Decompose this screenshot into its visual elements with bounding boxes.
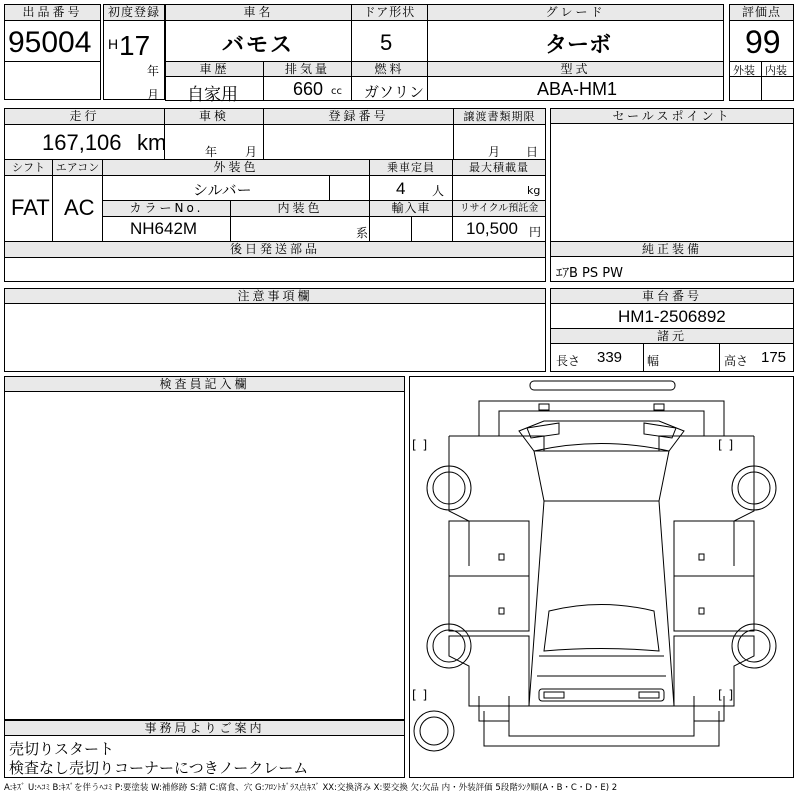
displacement-value: 660 <box>293 79 324 99</box>
width-label: 幅 <box>647 354 660 368</box>
lot-number-label: 出品番号 <box>5 5 100 21</box>
mileage-value: 167,106 <box>42 130 122 155</box>
caution-label: 注意事項欄 <box>5 289 545 304</box>
bracket-front-right: [ ] <box>718 438 735 452</box>
capacity-label: 乗車定員 <box>370 160 452 175</box>
recycle-unit: 円 <box>529 225 542 239</box>
ext-color-label: 外装色 <box>103 160 369 175</box>
mileage-label: 走行 <box>5 109 164 124</box>
chassis-value: HM1-2506892 <box>618 307 726 326</box>
displacement-unit: cc <box>331 86 342 97</box>
height-value: 175 <box>761 349 787 366</box>
score-label: 評価点 <box>730 5 793 21</box>
history-label: 車歴 <box>166 62 263 76</box>
year-unit: 年 <box>147 64 160 78</box>
door-value: 5 <box>380 30 393 55</box>
ext-color-value: シルバー <box>193 181 252 199</box>
height-label: 高さ <box>724 354 749 368</box>
grade-value: ターボ <box>545 33 612 58</box>
transfer-month-unit: 月 <box>488 145 501 159</box>
registration-label: 登録番号 <box>264 109 453 124</box>
recycle-label: リサイクル預託金 <box>453 201 545 216</box>
lot-number: 95004 <box>8 26 92 59</box>
interior-label: 内装 <box>765 64 787 77</box>
score-value: 99 <box>745 24 781 60</box>
displacement-label: 排気量 <box>264 62 351 76</box>
recycle-value: 10,500 <box>466 219 518 238</box>
office-line-1: 売切りスタート <box>9 740 115 758</box>
later-parts-label: 後日発送部品 <box>5 242 545 257</box>
sales-points-label: セールスポイント <box>551 109 793 124</box>
office-label: 事務局よりご案内 <box>5 721 404 736</box>
history-value: 自家用 <box>187 85 238 105</box>
first-reg-label: 初度登録 <box>104 5 164 21</box>
bracket-rear-right: [ ] <box>718 688 735 702</box>
import-label: 輸入車 <box>370 201 452 216</box>
inspector-box <box>4 376 405 720</box>
grade-label: グレード <box>428 5 723 21</box>
max-load-label: 最大積載量 <box>453 160 545 175</box>
model-value: ABA-HM1 <box>537 79 618 99</box>
color-no-value: NH642M <box>130 219 198 238</box>
aircon-label: エアコン <box>53 160 102 175</box>
year-value: 17 <box>119 30 151 61</box>
car-diagram-icon <box>409 376 794 778</box>
legend-text: A:ｷｽﾞ U:ﾍｺﾐ B:ｷｽﾞを伴うﾍｺﾐ P:要塗装 W:補修跡 S:錆 C:腐食、穴 G:ﾌﾛﾝﾄｶﾞﾗｽ点ｷｽﾞ XX:交換済み X:要交換 欠:欠品 内・外装評価 5段階ﾗﾝｸ順(A・B・C・D・E) 2 <box>4 783 618 793</box>
door-label: ドア形状 <box>352 5 427 21</box>
inspection-year-unit: 年 <box>205 145 218 159</box>
car-name-label: 車名 <box>166 5 351 21</box>
transfer-day-unit: 日 <box>526 145 539 159</box>
max-load-unit: kg <box>527 184 541 197</box>
fuel-label: 燃料 <box>352 62 427 76</box>
equipment-label: 純正装備 <box>551 242 793 257</box>
int-color-unit: 系 <box>356 226 369 240</box>
chassis-label: 車台番号 <box>551 289 793 304</box>
month-unit: 月 <box>147 88 160 102</box>
int-color-label: 内装色 <box>231 201 369 216</box>
era: H <box>108 36 119 52</box>
inspection-month-unit: 月 <box>245 145 258 159</box>
length-label: 長さ <box>556 354 581 368</box>
bracket-front-left: [ ] <box>412 438 429 452</box>
exterior-label: 外装 <box>733 64 755 77</box>
inspector-label: 検査員記入欄 <box>5 377 404 392</box>
model-label: 型式 <box>428 62 723 76</box>
office-line-2: 検査なし売切りコーナーにつきノークレーム <box>9 759 309 777</box>
length-value: 339 <box>597 349 623 366</box>
car-name: バモス <box>222 33 295 58</box>
fuel-value: ガソリン <box>364 83 425 101</box>
inspection-label: 車検 <box>165 109 263 124</box>
shift-value: FAT <box>11 195 50 220</box>
aircon-value: AC <box>64 195 95 220</box>
transfer-label: 譲渡書類期限 <box>454 109 545 124</box>
bracket-rear-left: [ ] <box>412 688 429 702</box>
dims-label: 諸元 <box>551 329 793 344</box>
color-no-label: カラーNo. <box>103 201 230 216</box>
capacity-unit: 人 <box>432 184 445 198</box>
shift-label: シフト <box>5 160 52 175</box>
capacity-value: 4 <box>396 179 406 198</box>
mileage-unit: km <box>137 130 167 155</box>
equipment-value: ｴｱB PS PW <box>556 266 623 281</box>
